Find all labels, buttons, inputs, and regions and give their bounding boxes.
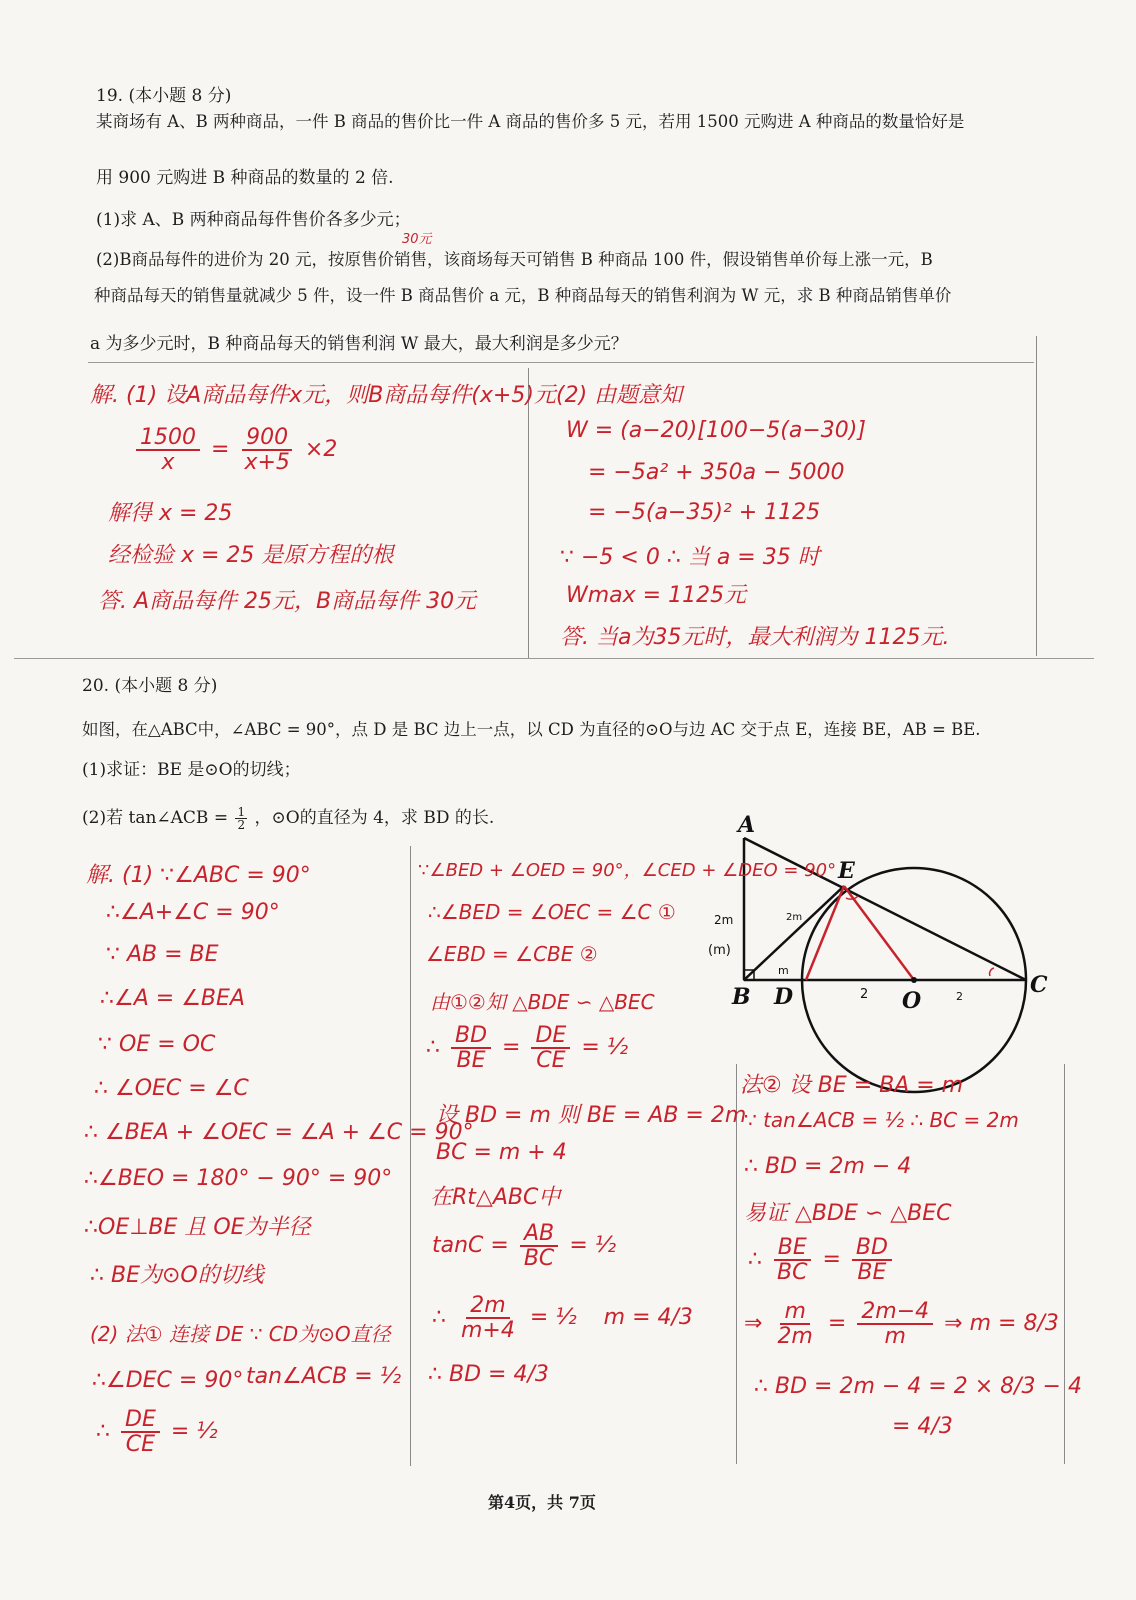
q20-c1-l13: ∴ $\frac{DE}{CE}$ = ½ [96, 1407, 218, 1458]
q19-sol-r4: = −5(a−35)² + 1125 [588, 500, 821, 525]
q20-c3-l1: 法② 设 BE = BA = m [740, 1073, 964, 1098]
q20-c1-l1: 解. (1) ∵∠ABC = 90° [86, 863, 311, 888]
c2-m-num: 2m [466, 1294, 509, 1319]
q20-c1-l3: ∵ AB = BE [106, 942, 219, 967]
q19-answer-top-rule [88, 362, 1034, 363]
c2-f1-den: BE [456, 1048, 486, 1074]
q19-header: 19. (本小题 8 分) [96, 86, 232, 106]
q19-sol-l4: 经检验 x = 25 是原方程的根 [108, 543, 394, 568]
q20-part2 [82, 806, 494, 831]
q20-right-border [1064, 1064, 1065, 1464]
c2-m-res: m = 4/3 [603, 1305, 693, 1331]
c3-g-res: ⇒ m = 8/3 [944, 1311, 1059, 1337]
q20-c3-l4: 易证 △BDE ∽ △BEC [744, 1201, 952, 1226]
c3-g2-den: m [884, 1324, 906, 1350]
q19-sol-equation [132, 426, 337, 474]
q20-c1-l12b: tan∠ACB = ½ [246, 1364, 402, 1389]
label-c: C [1030, 972, 1048, 998]
q20-c2-l2: ∴∠BED = ∠OEC = ∠C ① [428, 900, 676, 924]
label-e: E [838, 858, 855, 884]
c3-f2-num: BD [852, 1236, 892, 1261]
c3-g1-den: 2m [777, 1324, 813, 1350]
note-2-right: 2 [956, 990, 963, 1003]
label-b: B [732, 984, 751, 1010]
note-2m-ab: 2m [714, 913, 734, 927]
q20-c2-l1: ∵∠BED + ∠OED = 90°，∠CED + ∠DEO = 90° [418, 860, 837, 881]
q20-divider-1 [410, 846, 411, 1466]
q20-c2-bd: ∴ BD = 4/3 [428, 1362, 549, 1387]
c3-f1-num: BE [774, 1236, 811, 1261]
c2-m-den: m+4 [461, 1318, 515, 1344]
c2-f2-den: CE [536, 1048, 566, 1074]
note-2m-be: 2m [786, 912, 803, 923]
c1-frac-val: ½ [196, 1419, 218, 1445]
q19-sol-r7: 答. 当a为35元时，最大利润为 1125元. [560, 625, 950, 650]
note-m-bd: m [778, 964, 789, 977]
note-2-left: 2 [860, 987, 869, 1002]
q20-c1-l11: (2) 法① 连接 DE ∵ CD为⊙O直径 [90, 1322, 391, 1346]
eq-tail: ×2 [304, 437, 338, 463]
q20-c1-l9: ∴OE⊥BE 且 OE为半径 [84, 1215, 311, 1240]
eq-den1: x [161, 450, 175, 476]
q19-sol-r5: ∵ −5 < 0 ∴ 当 a = 35 时 [560, 545, 820, 570]
q20-c2-l3: ∠EBD = ∠CBE ② [426, 942, 598, 966]
q20-part2-post: ，⊙O的直径为 4，求 BD 的长. [254, 808, 495, 828]
q20-c2-m: ∴ $\frac{2m}{m+4}$ = ½ m = 4/3 [432, 1293, 693, 1344]
q20-c1-l6: ∴ ∠OEC = ∠C [94, 1076, 249, 1101]
q20-c2-l6: 设 BD = m 则 BE = AB = 2m [436, 1103, 747, 1128]
c3-g1-num: m [780, 1300, 809, 1325]
q20-c1-l5: ∵ OE = OC [98, 1032, 216, 1057]
q20-c2-l4: 由①②知 △BDE ∽ △BEC [430, 990, 655, 1014]
eq-num1: 1500 [136, 426, 200, 451]
c2-f1-num: BD [451, 1024, 491, 1049]
note-m-paren: (m) [708, 943, 731, 958]
c2-tan-pre: tanC = [432, 1233, 509, 1259]
q19-sol-l5: 答. A商品每件 25元，B商品每件 30元 [98, 589, 477, 614]
q20-geometry-figure [700, 804, 1060, 1094]
q20-c1-l4: ∴∠A = ∠BEA [100, 986, 245, 1011]
page-footer: 第4页，共 7页 [488, 1493, 596, 1512]
q20-c2-l5: ∴ $\frac{BD}{BE}$ = $\frac{DE}{CE}$ = ½ [426, 1023, 629, 1074]
eq-equals: = [211, 437, 230, 463]
q19-right-border [1036, 336, 1037, 656]
q20-c3-l7: ∴ BD = 2m − 4 = 2 × 8/3 − 4 [754, 1374, 1082, 1399]
q19-sol-r2: W = (a−20)[100−5(a−30)] [566, 418, 866, 443]
c2-m-val: ½ [555, 1305, 577, 1331]
label-o: O [902, 988, 922, 1014]
q20-c2-l7: BC = m + 4 [436, 1140, 567, 1165]
label-d: D [774, 984, 794, 1010]
q20-c1-l7: ∴ ∠BEA + ∠OEC = ∠A + ∠C = 90° [84, 1120, 474, 1145]
q20-header: 20. (本小题 8 分) [82, 676, 218, 696]
c2-f2-num: DE [531, 1024, 570, 1049]
eq-den2: x+5 [244, 450, 290, 476]
eq-num2: 900 [242, 426, 292, 451]
c2-tan-den: BC [523, 1246, 555, 1272]
q20-c3-l3: ∴ BD = 2m − 4 [744, 1154, 912, 1179]
q19-part2-line3: a 为多少元时，B 种商品每天的销售利润 W 最大，最大利润是多少元？ [90, 334, 628, 354]
q20-part2-pre: (2)若 tan∠ACB = [82, 808, 229, 828]
c3-f2-den: BE [857, 1260, 887, 1286]
q20-stem: 如图，在△ABC中，∠ABC = 90°，点 D 是 BC 边上一点，以 CD 为直径的⊙O与边 AC 交于点 E，连接 BE，AB = BE. [82, 720, 981, 739]
q19-bottom-rule [14, 658, 1094, 659]
c2-tan-val: ½ [594, 1233, 617, 1259]
q19-part1: (1)求 A、B 两种商品每件售价各多少元； [96, 210, 411, 230]
q19-sol-r3: = −5a² + 350a − 5000 [588, 460, 845, 485]
q20-c1-l10: ∴ BE为⊙O的切线 [90, 1263, 264, 1288]
q20-c1-l8: ∴∠BEO = 180° − 90° = 90° [84, 1166, 393, 1191]
q20-part1: (1)求证：BE 是⊙O的切线； [82, 760, 301, 780]
c2-f-val: ½ [606, 1035, 629, 1061]
q20-c1-l12a: ∴∠DEC = 90° [92, 1368, 244, 1393]
q20-c2-tan: tanC = $\frac{AB}{BC}$ = ½ [432, 1221, 617, 1272]
q19-column-divider [528, 368, 529, 658]
q20-c3-l2: ∵ tan∠ACB = ½ ∴ BC = 2m [744, 1108, 1019, 1132]
c3-f1-den: BC [777, 1260, 808, 1286]
segment-oe [844, 886, 914, 980]
c1-frac-eq: = [170, 1419, 190, 1445]
q19-sol-l3: 解得 x = 25 [108, 501, 233, 526]
c1-frac-num: DE [121, 1408, 160, 1433]
q20-c3-l8: = 4/3 [892, 1414, 953, 1439]
segment-be [744, 886, 844, 980]
c3-g2-num: 2m−4 [857, 1300, 933, 1325]
c2-tan-num: AB [520, 1222, 558, 1247]
q19-annotation-30: 30元 [402, 232, 432, 247]
q19-part2-line2: 种商品每天的销售量就减少 5 件，设一件 B 商品售价 a 元，B 种商品每天的销售利润为 W 元，求 B 种商品销售单价 [94, 286, 952, 305]
q20-c1-l2: ∴∠A+∠C = 90° [106, 900, 280, 925]
q20-part2-den: 2 [237, 818, 246, 832]
c1-frac-den: CE [125, 1432, 156, 1458]
q20-c3-l5: ∴ $\frac{BE}{BC}$ = $\frac{BD}{BE}$ [748, 1236, 896, 1284]
q19-stem-line2: 用 900 元购进 B 种商品的数量的 2 倍. [96, 168, 394, 188]
q20-c3-l6: ⇒ $\frac{m}{2m}$ = $\frac{2m-4}{m}$ ⇒ m = 8/3 [744, 1299, 1059, 1350]
q19-stem-line1: 某商场有 A、B 两种商品，一件 B 商品的售价比一件 A 商品的售价多 5 元，若用 1500 元购进 A 种商品的数量恰好是 [96, 112, 965, 131]
q20-part2-num: 1 [237, 805, 246, 819]
label-a: A [738, 812, 756, 838]
q19-sol-l1: 解. (1) 设A商品每件x元，则B商品每件(x+5)元 [90, 383, 556, 408]
center-o-dot [911, 977, 917, 983]
q19-sol-r6: Wmax = 1125元 [566, 583, 747, 608]
angle-c-mark [990, 968, 994, 976]
q19-part2-line1: (2)B商品每件的进价为 20 元，按原售价销售，该商场每天可销售 B 种商品 100 件，假设销售单价每上涨一元，B [96, 250, 933, 269]
q20-c2-l8: 在Rt△ABC中 [430, 1185, 561, 1210]
q19-sol-r1: (2) 由题意知 [556, 383, 683, 408]
